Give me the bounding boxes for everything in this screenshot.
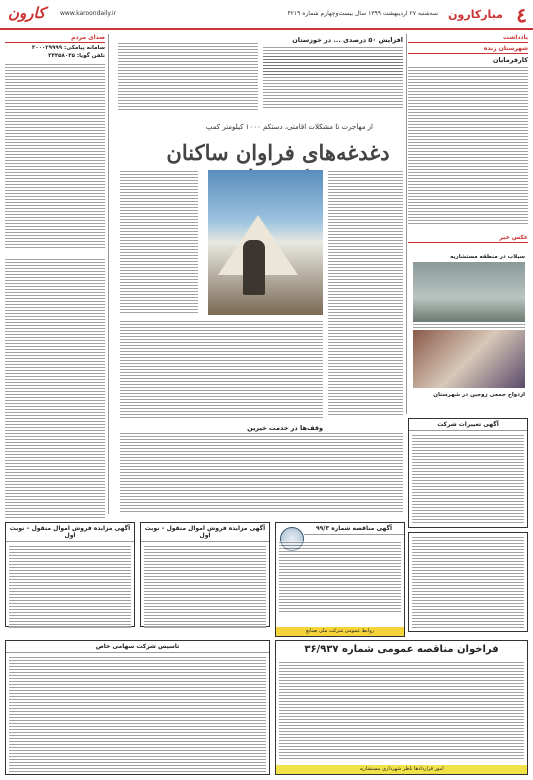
article-title-employers: کارفرمایان (492, 56, 528, 64)
left-article-body (5, 258, 105, 518)
ad-public-tender (275, 640, 528, 775)
main-body-lower (120, 320, 323, 420)
ad-company-changes (408, 418, 528, 528)
section-label-city: شهرستان زنده (408, 45, 528, 54)
camp-photo (208, 170, 323, 315)
center-section-2: وقف‌ها در خدمت خیرین (247, 424, 323, 432)
article-body (408, 66, 528, 226)
ad-tender-3 (275, 522, 405, 637)
main-headline: دغدغه‌های فراوان ساکنان (166, 140, 390, 165)
ad-tender-3-footer: روابط عمومی شرکت ملی صنایع (276, 627, 404, 636)
ad-public-tender-title: فراخوان مناقصه عمومی شماره ۳۶/۹۳۷ (304, 644, 499, 655)
column-divider-right (406, 34, 407, 414)
ad-auction-2-body (144, 545, 266, 630)
column-divider-left (108, 34, 109, 514)
ad-auction-1 (5, 522, 135, 627)
center-top-body-2 (118, 42, 258, 112)
main-body-left (120, 170, 198, 315)
newspaper-logo: کارون (8, 4, 46, 22)
site-url: www.karoondaily.ir (60, 10, 117, 17)
ad-company-changes-title: آگهی تغییرات شرکت (409, 419, 527, 431)
ad-auction-2-title: آگهی مزایده فروش اموال منقول – نوبت اول (141, 523, 269, 542)
left-column (5, 34, 105, 518)
photo-caption-flood: سیلاب در منطقه مستشاریه (450, 254, 525, 260)
wedding-photo (413, 330, 525, 388)
ad-company-changes-body (412, 434, 524, 524)
ad-public-tender-body (279, 661, 524, 761)
center-top-body-3 (263, 55, 403, 110)
ad-tender-right (408, 532, 528, 632)
sms-number: سامانه پیامکی: ۳۰۰۰۲۹۹۹۹ (31, 45, 105, 51)
ad-auction-1-body (9, 545, 131, 630)
section-label-notes: یادداشت (408, 34, 528, 43)
ad-tender-3-body (279, 541, 401, 613)
ad-public-tender-footer: امور قراردادها ناظر شهرداری مستشاریه (276, 765, 527, 774)
ad-founding-body (9, 656, 266, 774)
page-number: ٤ (516, 3, 527, 27)
public-voice-body (5, 63, 105, 248)
right-column (408, 34, 528, 245)
photo-caption-text (413, 323, 525, 329)
section-label-public: صدای مردم (5, 34, 105, 43)
phone-number: تلفن گویا: ۳۴۴۵۸۰۳۵ (48, 53, 105, 59)
section-brand: مبارکارون (448, 8, 503, 21)
page-header (0, 0, 533, 30)
ad-auction-1-title: آگهی مزایده فروش اموال منقول – نوبت اول (6, 523, 134, 542)
ad-company-founding (5, 640, 270, 775)
ad-auction-2 (140, 522, 270, 627)
child-figure (243, 240, 265, 295)
ad-founding-title: تاسیس شرکت سهامی خاص (6, 641, 269, 653)
center-headline-1: افزایش ۵۰ درصدی ... در خوزستان (292, 36, 403, 44)
center-body-2 (120, 432, 403, 512)
ad-tender-3-title: آگهی مناقصه شماره ۹۹/۳ (304, 523, 404, 535)
date-line: سه‌شنبه ۲۷ اردیبهشت ۱۳۹۹ سال بیست‌وچهارم شماره ۴۲۱۹ (287, 10, 438, 17)
ad-tender-right-body (412, 536, 524, 628)
main-kicker: از مهاجرت تا مشکلات اقامتی، دستکم ۱۰۰۰ کیلومتر کمپ (205, 123, 373, 131)
photo-caption-wedding: ازدواج جمعی زوجین در شهرستان (433, 392, 525, 398)
main-body-right (328, 170, 403, 415)
flood-photo (413, 262, 525, 322)
section-label-photo: عکس خبر (408, 234, 528, 243)
